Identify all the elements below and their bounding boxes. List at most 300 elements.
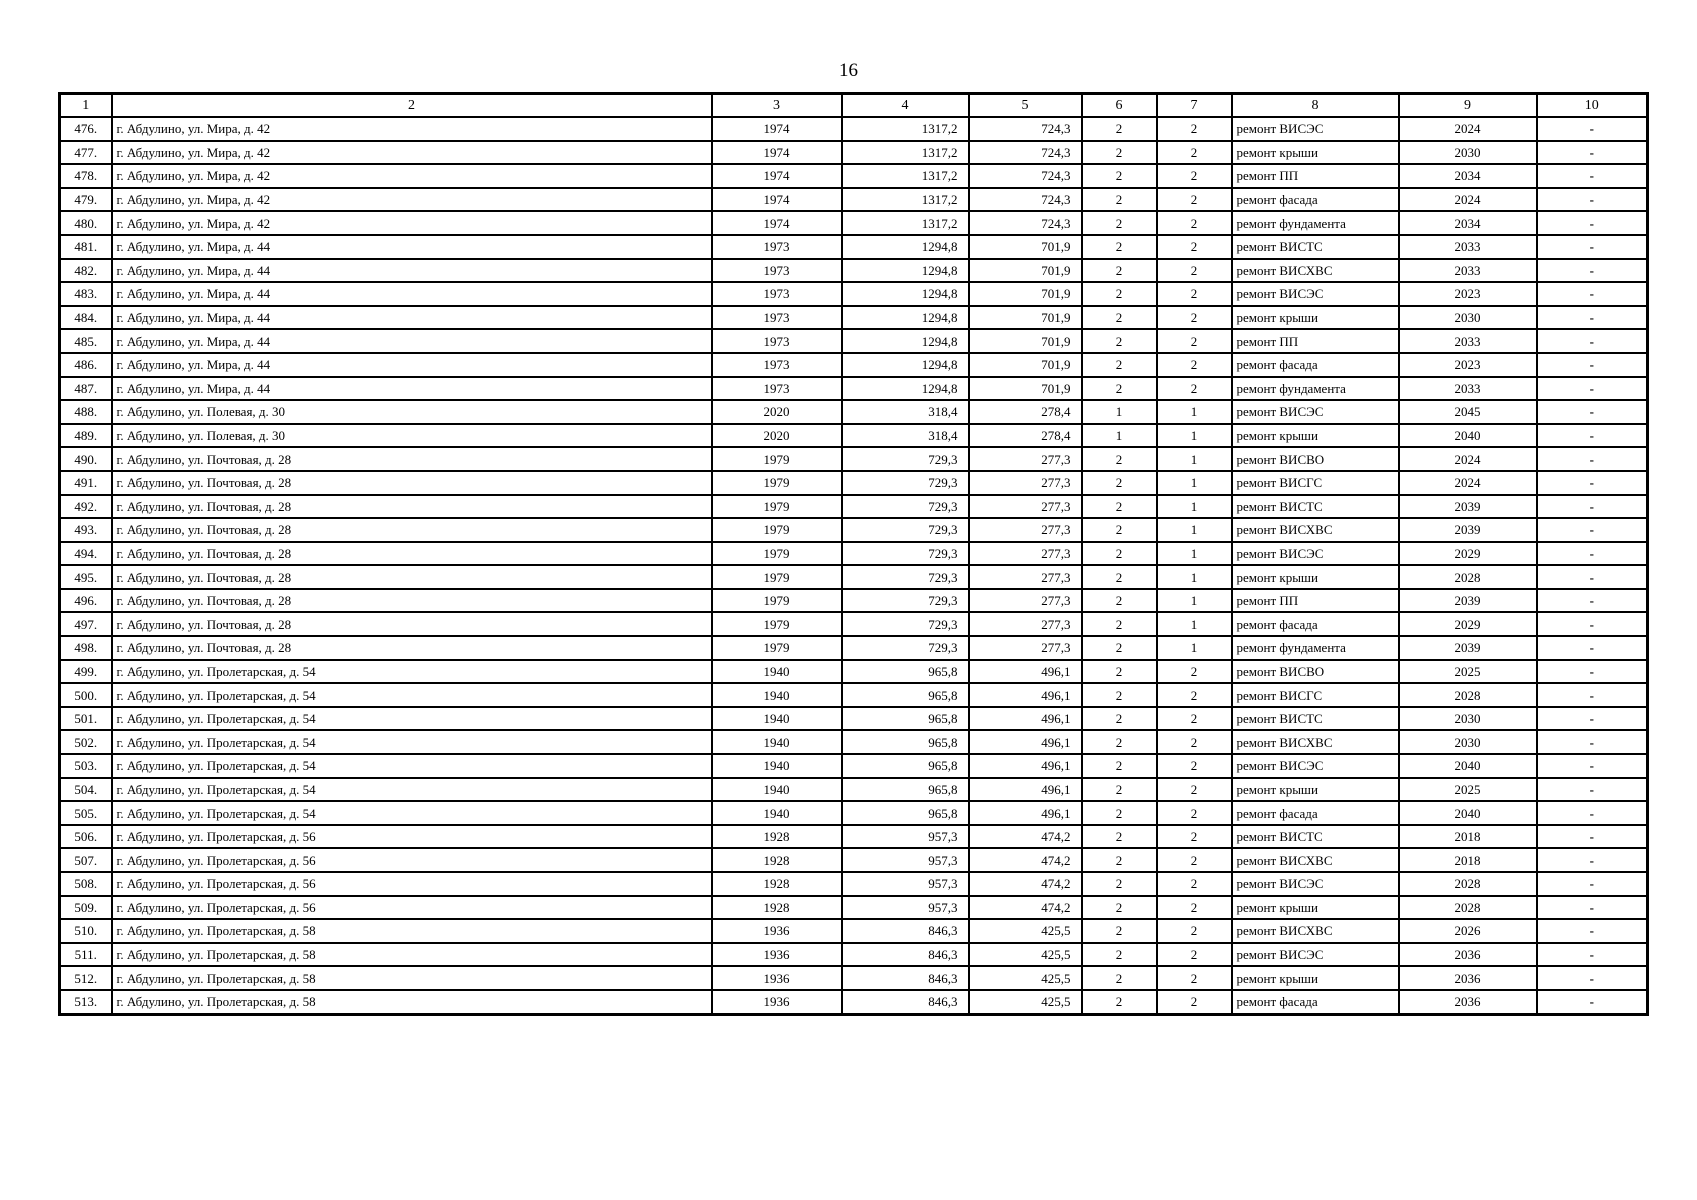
table-row bbox=[60, 542, 1648, 566]
cell-note: - bbox=[1537, 778, 1648, 802]
table-body bbox=[60, 117, 1648, 1014]
cell-address: г. Абдулино, ул. Мира, д. 44 bbox=[112, 329, 712, 353]
cell-year-built: 1936 bbox=[712, 990, 842, 1014]
table-row bbox=[60, 966, 1648, 990]
cell-entrances: 2 bbox=[1157, 660, 1232, 684]
cell-note: - bbox=[1537, 306, 1648, 330]
cell-living-area: 474,2 bbox=[969, 825, 1082, 849]
cell-address: г. Абдулино, ул. Мира, д. 42 bbox=[112, 188, 712, 212]
cell-row-number: 511. bbox=[60, 943, 112, 967]
cell-note: - bbox=[1537, 966, 1648, 990]
cell-entrances: 2 bbox=[1157, 966, 1232, 990]
cell-entrances: 2 bbox=[1157, 683, 1232, 707]
cell-entrances: 2 bbox=[1157, 353, 1232, 377]
cell-year-built: 1940 bbox=[712, 754, 842, 778]
table-row bbox=[60, 683, 1648, 707]
cell-living-area: 277,3 bbox=[969, 447, 1082, 471]
cell-address: г. Абдулино, ул. Пролетарская, д. 58 bbox=[112, 990, 712, 1014]
cell-floors: 2 bbox=[1082, 471, 1157, 495]
cell-entrances: 1 bbox=[1157, 589, 1232, 613]
cell-entrances: 1 bbox=[1157, 542, 1232, 566]
cell-living-area: 474,2 bbox=[969, 848, 1082, 872]
cell-entrances: 2 bbox=[1157, 188, 1232, 212]
cell-row-number: 504. bbox=[60, 778, 112, 802]
cell-living-area: 496,1 bbox=[969, 660, 1082, 684]
cell-entrances: 2 bbox=[1157, 919, 1232, 943]
cell-row-number: 495. bbox=[60, 565, 112, 589]
cell-floors: 2 bbox=[1082, 235, 1157, 259]
cell-row-number: 491. bbox=[60, 471, 112, 495]
cell-work-type: ремонт ВИСВО bbox=[1232, 660, 1399, 684]
cell-year-built: 1973 bbox=[712, 329, 842, 353]
cell-floors: 2 bbox=[1082, 164, 1157, 188]
cell-note: - bbox=[1537, 896, 1648, 920]
cell-year-built: 1936 bbox=[712, 943, 842, 967]
cell-planned-year: 2036 bbox=[1399, 990, 1537, 1014]
cell-work-type: ремонт фундамента bbox=[1232, 211, 1399, 235]
cell-floors: 2 bbox=[1082, 589, 1157, 613]
cell-entrances: 1 bbox=[1157, 612, 1232, 636]
cell-floors: 2 bbox=[1082, 542, 1157, 566]
cell-living-area: 277,3 bbox=[969, 495, 1082, 519]
cell-row-number: 492. bbox=[60, 495, 112, 519]
cell-year-built: 1974 bbox=[712, 164, 842, 188]
cell-entrances: 2 bbox=[1157, 943, 1232, 967]
cell-address: г. Абдулино, ул. Мира, д. 44 bbox=[112, 259, 712, 283]
cell-total-area: 1294,8 bbox=[842, 377, 969, 401]
cell-note: - bbox=[1537, 683, 1648, 707]
cell-work-type: ремонт фасада bbox=[1232, 612, 1399, 636]
cell-floors: 2 bbox=[1082, 872, 1157, 896]
cell-floors: 2 bbox=[1082, 141, 1157, 165]
cell-living-area: 425,5 bbox=[969, 966, 1082, 990]
cell-address: г. Абдулино, ул. Полевая, д. 30 bbox=[112, 424, 712, 448]
cell-row-number: 480. bbox=[60, 211, 112, 235]
table-row bbox=[60, 943, 1648, 967]
cell-planned-year: 2024 bbox=[1399, 471, 1537, 495]
cell-entrances: 1 bbox=[1157, 471, 1232, 495]
cell-year-built: 2020 bbox=[712, 424, 842, 448]
cell-note: - bbox=[1537, 801, 1648, 825]
cell-entrances: 1 bbox=[1157, 495, 1232, 519]
column-header: 7 bbox=[1157, 94, 1232, 118]
cell-work-type: ремонт ПП bbox=[1232, 329, 1399, 353]
cell-planned-year: 2024 bbox=[1399, 447, 1537, 471]
cell-total-area: 318,4 bbox=[842, 400, 969, 424]
cell-address: г. Абдулино, ул. Мира, д. 42 bbox=[112, 164, 712, 188]
cell-year-built: 1974 bbox=[712, 211, 842, 235]
cell-entrances: 2 bbox=[1157, 848, 1232, 872]
cell-year-built: 1928 bbox=[712, 848, 842, 872]
cell-floors: 2 bbox=[1082, 778, 1157, 802]
cell-row-number: 496. bbox=[60, 589, 112, 613]
cell-note: - bbox=[1537, 282, 1648, 306]
cell-total-area: 729,3 bbox=[842, 471, 969, 495]
cell-floors: 2 bbox=[1082, 377, 1157, 401]
cell-floors: 2 bbox=[1082, 495, 1157, 519]
cell-floors: 2 bbox=[1082, 943, 1157, 967]
cell-address: г. Абдулино, ул. Мира, д. 44 bbox=[112, 306, 712, 330]
cell-row-number: 507. bbox=[60, 848, 112, 872]
cell-planned-year: 2045 bbox=[1399, 400, 1537, 424]
cell-floors: 2 bbox=[1082, 896, 1157, 920]
cell-entrances: 2 bbox=[1157, 730, 1232, 754]
cell-total-area: 1294,8 bbox=[842, 353, 969, 377]
cell-planned-year: 2040 bbox=[1399, 801, 1537, 825]
cell-year-built: 1936 bbox=[712, 919, 842, 943]
cell-planned-year: 2023 bbox=[1399, 282, 1537, 306]
cell-address: г. Абдулино, ул. Пролетарская, д. 54 bbox=[112, 707, 712, 731]
page-number: 16 bbox=[839, 60, 858, 81]
table-row bbox=[60, 235, 1648, 259]
table-row bbox=[60, 589, 1648, 613]
cell-entrances: 1 bbox=[1157, 424, 1232, 448]
cell-address: г. Абдулино, ул. Мира, д. 44 bbox=[112, 235, 712, 259]
cell-floors: 2 bbox=[1082, 660, 1157, 684]
cell-row-number: 477. bbox=[60, 141, 112, 165]
cell-living-area: 724,3 bbox=[969, 211, 1082, 235]
cell-total-area: 1317,2 bbox=[842, 117, 969, 141]
cell-planned-year: 2018 bbox=[1399, 848, 1537, 872]
cell-work-type: ремонт фундамента bbox=[1232, 377, 1399, 401]
cell-year-built: 1979 bbox=[712, 518, 842, 542]
cell-floors: 2 bbox=[1082, 754, 1157, 778]
cell-living-area: 496,1 bbox=[969, 778, 1082, 802]
cell-address: г. Абдулино, ул. Почтовая, д. 28 bbox=[112, 612, 712, 636]
cell-note: - bbox=[1537, 919, 1648, 943]
cell-note: - bbox=[1537, 589, 1648, 613]
table-row bbox=[60, 117, 1648, 141]
cell-note: - bbox=[1537, 848, 1648, 872]
cell-work-type: ремонт ВИСЭС bbox=[1232, 754, 1399, 778]
cell-work-type: ремонт ВИСЭС bbox=[1232, 282, 1399, 306]
cell-floors: 2 bbox=[1082, 636, 1157, 660]
cell-year-built: 1940 bbox=[712, 778, 842, 802]
cell-row-number: 485. bbox=[60, 329, 112, 353]
cell-total-area: 1317,2 bbox=[842, 141, 969, 165]
cell-address: г. Абдулино, ул. Пролетарская, д. 56 bbox=[112, 896, 712, 920]
cell-living-area: 701,9 bbox=[969, 306, 1082, 330]
cell-living-area: 474,2 bbox=[969, 872, 1082, 896]
cell-note: - bbox=[1537, 495, 1648, 519]
cell-year-built: 1979 bbox=[712, 542, 842, 566]
cell-total-area: 846,3 bbox=[842, 990, 969, 1014]
cell-total-area: 957,3 bbox=[842, 848, 969, 872]
cell-address: г. Абдулино, ул. Пролетарская, д. 54 bbox=[112, 801, 712, 825]
table-row bbox=[60, 424, 1648, 448]
cell-planned-year: 2028 bbox=[1399, 683, 1537, 707]
cell-row-number: 482. bbox=[60, 259, 112, 283]
cell-entrances: 2 bbox=[1157, 377, 1232, 401]
cell-year-built: 1974 bbox=[712, 141, 842, 165]
cell-total-area: 957,3 bbox=[842, 825, 969, 849]
cell-planned-year: 2036 bbox=[1399, 943, 1537, 967]
cell-entrances: 2 bbox=[1157, 235, 1232, 259]
cell-entrances: 2 bbox=[1157, 259, 1232, 283]
cell-work-type: ремонт ВИСТС bbox=[1232, 825, 1399, 849]
table-row bbox=[60, 730, 1648, 754]
cell-note: - bbox=[1537, 259, 1648, 283]
cell-living-area: 701,9 bbox=[969, 282, 1082, 306]
cell-total-area: 729,3 bbox=[842, 589, 969, 613]
column-header: 8 bbox=[1232, 94, 1399, 118]
cell-year-built: 1940 bbox=[712, 801, 842, 825]
cell-total-area: 965,8 bbox=[842, 660, 969, 684]
cell-year-built: 1940 bbox=[712, 730, 842, 754]
cell-floors: 2 bbox=[1082, 612, 1157, 636]
cell-total-area: 729,3 bbox=[842, 447, 969, 471]
cell-note: - bbox=[1537, 612, 1648, 636]
cell-planned-year: 2040 bbox=[1399, 424, 1537, 448]
cell-work-type: ремонт ВИСХВС bbox=[1232, 259, 1399, 283]
cell-total-area: 1294,8 bbox=[842, 235, 969, 259]
column-header: 3 bbox=[712, 94, 842, 118]
cell-year-built: 1973 bbox=[712, 282, 842, 306]
cell-year-built: 1974 bbox=[712, 117, 842, 141]
cell-floors: 2 bbox=[1082, 919, 1157, 943]
cell-note: - bbox=[1537, 424, 1648, 448]
cell-address: г. Абдулино, ул. Пролетарская, д. 54 bbox=[112, 660, 712, 684]
cell-address: г. Абдулино, ул. Почтовая, д. 28 bbox=[112, 636, 712, 660]
cell-planned-year: 2028 bbox=[1399, 565, 1537, 589]
cell-note: - bbox=[1537, 565, 1648, 589]
cell-note: - bbox=[1537, 211, 1648, 235]
cell-address: г. Абдулино, ул. Почтовая, д. 28 bbox=[112, 518, 712, 542]
table-row bbox=[60, 447, 1648, 471]
table-row bbox=[60, 259, 1648, 283]
cell-work-type: ремонт фасада bbox=[1232, 188, 1399, 212]
cell-total-area: 965,8 bbox=[842, 683, 969, 707]
cell-year-built: 1928 bbox=[712, 825, 842, 849]
cell-year-built: 1973 bbox=[712, 353, 842, 377]
cell-row-number: 512. bbox=[60, 966, 112, 990]
cell-total-area: 1317,2 bbox=[842, 188, 969, 212]
column-header: 4 bbox=[842, 94, 969, 118]
cell-living-area: 701,9 bbox=[969, 329, 1082, 353]
cell-year-built: 1979 bbox=[712, 565, 842, 589]
column-header: 2 bbox=[112, 94, 712, 118]
cell-floors: 2 bbox=[1082, 282, 1157, 306]
cell-total-area: 1294,8 bbox=[842, 329, 969, 353]
cell-work-type: ремонт крыши bbox=[1232, 778, 1399, 802]
cell-entrances: 2 bbox=[1157, 117, 1232, 141]
cell-planned-year: 2033 bbox=[1399, 329, 1537, 353]
cell-floors: 1 bbox=[1082, 424, 1157, 448]
cell-row-number: 501. bbox=[60, 707, 112, 731]
table-row bbox=[60, 754, 1648, 778]
cell-planned-year: 2030 bbox=[1399, 730, 1537, 754]
table-row bbox=[60, 778, 1648, 802]
cell-note: - bbox=[1537, 377, 1648, 401]
cell-floors: 2 bbox=[1082, 825, 1157, 849]
cell-note: - bbox=[1537, 117, 1648, 141]
cell-total-area: 729,3 bbox=[842, 518, 969, 542]
cell-note: - bbox=[1537, 188, 1648, 212]
cell-planned-year: 2029 bbox=[1399, 542, 1537, 566]
cell-entrances: 2 bbox=[1157, 211, 1232, 235]
cell-floors: 2 bbox=[1082, 259, 1157, 283]
table-row bbox=[60, 990, 1648, 1014]
cell-living-area: 277,3 bbox=[969, 589, 1082, 613]
cell-work-type: ремонт ВИСХВС bbox=[1232, 919, 1399, 943]
cell-living-area: 277,3 bbox=[969, 542, 1082, 566]
cell-work-type: ремонт ВИСЭС bbox=[1232, 872, 1399, 896]
cell-planned-year: 2034 bbox=[1399, 164, 1537, 188]
cell-year-built: 1940 bbox=[712, 707, 842, 731]
cell-row-number: 510. bbox=[60, 919, 112, 943]
cell-planned-year: 2039 bbox=[1399, 518, 1537, 542]
cell-address: г. Абдулино, ул. Почтовая, д. 28 bbox=[112, 447, 712, 471]
table-row bbox=[60, 919, 1648, 943]
cell-floors: 2 bbox=[1082, 848, 1157, 872]
cell-total-area: 729,3 bbox=[842, 636, 969, 660]
cell-planned-year: 2033 bbox=[1399, 259, 1537, 283]
table-row bbox=[60, 848, 1648, 872]
cell-entrances: 1 bbox=[1157, 518, 1232, 542]
cell-note: - bbox=[1537, 542, 1648, 566]
cell-address: г. Абдулино, ул. Пролетарская, д. 54 bbox=[112, 778, 712, 802]
cell-row-number: 499. bbox=[60, 660, 112, 684]
cell-planned-year: 2030 bbox=[1399, 707, 1537, 731]
cell-planned-year: 2039 bbox=[1399, 636, 1537, 660]
cell-row-number: 486. bbox=[60, 353, 112, 377]
cell-planned-year: 2039 bbox=[1399, 495, 1537, 519]
cell-address: г. Абдулино, ул. Мира, д. 42 bbox=[112, 117, 712, 141]
cell-entrances: 2 bbox=[1157, 282, 1232, 306]
cell-total-area: 729,3 bbox=[842, 612, 969, 636]
cell-row-number: 508. bbox=[60, 872, 112, 896]
cell-living-area: 277,3 bbox=[969, 636, 1082, 660]
cell-floors: 2 bbox=[1082, 188, 1157, 212]
cell-year-built: 1979 bbox=[712, 447, 842, 471]
cell-address: г. Абдулино, ул. Мира, д. 42 bbox=[112, 141, 712, 165]
cell-entrances: 2 bbox=[1157, 801, 1232, 825]
cell-living-area: 425,5 bbox=[969, 919, 1082, 943]
cell-address: г. Абдулино, ул. Почтовая, д. 28 bbox=[112, 495, 712, 519]
cell-year-built: 1973 bbox=[712, 259, 842, 283]
cell-work-type: ремонт ВИСЭС bbox=[1232, 400, 1399, 424]
cell-planned-year: 2029 bbox=[1399, 612, 1537, 636]
cell-year-built: 1973 bbox=[712, 377, 842, 401]
cell-living-area: 496,1 bbox=[969, 707, 1082, 731]
cell-planned-year: 2028 bbox=[1399, 872, 1537, 896]
cell-address: г. Абдулино, ул. Пролетарская, д. 54 bbox=[112, 754, 712, 778]
cell-note: - bbox=[1537, 164, 1648, 188]
cell-living-area: 724,3 bbox=[969, 117, 1082, 141]
cell-year-built: 1940 bbox=[712, 683, 842, 707]
table-row bbox=[60, 188, 1648, 212]
cell-work-type: ремонт ВИСВО bbox=[1232, 447, 1399, 471]
cell-year-built: 1979 bbox=[712, 636, 842, 660]
cell-living-area: 278,4 bbox=[969, 424, 1082, 448]
cell-living-area: 701,9 bbox=[969, 235, 1082, 259]
cell-work-type: ремонт ВИСЭС bbox=[1232, 117, 1399, 141]
cell-row-number: 487. bbox=[60, 377, 112, 401]
cell-planned-year: 2039 bbox=[1399, 589, 1537, 613]
cell-planned-year: 2018 bbox=[1399, 825, 1537, 849]
cell-planned-year: 2024 bbox=[1399, 188, 1537, 212]
cell-floors: 2 bbox=[1082, 565, 1157, 589]
cell-address: г. Абдулино, ул. Полевая, д. 30 bbox=[112, 400, 712, 424]
cell-work-type: ремонт крыши bbox=[1232, 424, 1399, 448]
cell-planned-year: 2033 bbox=[1399, 377, 1537, 401]
cell-planned-year: 2025 bbox=[1399, 778, 1537, 802]
cell-work-type: ремонт крыши bbox=[1232, 896, 1399, 920]
cell-address: г. Абдулино, ул. Мира, д. 44 bbox=[112, 377, 712, 401]
cell-living-area: 425,5 bbox=[969, 990, 1082, 1014]
cell-year-built: 1973 bbox=[712, 306, 842, 330]
table-row bbox=[60, 353, 1648, 377]
table-row bbox=[60, 801, 1648, 825]
cell-floors: 2 bbox=[1082, 990, 1157, 1014]
cell-work-type: ремонт ВИСТС bbox=[1232, 495, 1399, 519]
cell-row-number: 488. bbox=[60, 400, 112, 424]
cell-note: - bbox=[1537, 754, 1648, 778]
cell-address: г. Абдулино, ул. Пролетарская, д. 54 bbox=[112, 730, 712, 754]
cell-address: г. Абдулино, ул. Мира, д. 42 bbox=[112, 211, 712, 235]
cell-note: - bbox=[1537, 353, 1648, 377]
cell-entrances: 2 bbox=[1157, 164, 1232, 188]
cell-floors: 2 bbox=[1082, 966, 1157, 990]
cell-total-area: 1294,8 bbox=[842, 306, 969, 330]
cell-entrances: 1 bbox=[1157, 400, 1232, 424]
cell-living-area: 701,9 bbox=[969, 377, 1082, 401]
cell-address: г. Абдулино, ул. Пролетарская, д. 56 bbox=[112, 848, 712, 872]
cell-total-area: 729,3 bbox=[842, 565, 969, 589]
cell-total-area: 965,8 bbox=[842, 707, 969, 731]
cell-planned-year: 2040 bbox=[1399, 754, 1537, 778]
cell-entrances: 1 bbox=[1157, 447, 1232, 471]
cell-entrances: 2 bbox=[1157, 990, 1232, 1014]
cell-total-area: 846,3 bbox=[842, 919, 969, 943]
cell-planned-year: 2036 bbox=[1399, 966, 1537, 990]
cell-note: - bbox=[1537, 518, 1648, 542]
cell-planned-year: 2025 bbox=[1399, 660, 1537, 684]
cell-row-number: 490. bbox=[60, 447, 112, 471]
table-row bbox=[60, 329, 1648, 353]
cell-entrances: 2 bbox=[1157, 306, 1232, 330]
cell-note: - bbox=[1537, 471, 1648, 495]
cell-living-area: 724,3 bbox=[969, 188, 1082, 212]
cell-year-built: 2020 bbox=[712, 400, 842, 424]
cell-living-area: 724,3 bbox=[969, 141, 1082, 165]
cell-floors: 2 bbox=[1082, 707, 1157, 731]
cell-year-built: 1940 bbox=[712, 660, 842, 684]
cell-total-area: 1294,8 bbox=[842, 259, 969, 283]
cell-row-number: 484. bbox=[60, 306, 112, 330]
cell-year-built: 1974 bbox=[712, 188, 842, 212]
cell-address: г. Абдулино, ул. Почтовая, д. 28 bbox=[112, 471, 712, 495]
cell-row-number: 493. bbox=[60, 518, 112, 542]
cell-total-area: 965,8 bbox=[842, 778, 969, 802]
cell-note: - bbox=[1537, 707, 1648, 731]
cell-total-area: 729,3 bbox=[842, 495, 969, 519]
cell-work-type: ремонт фасада bbox=[1232, 353, 1399, 377]
cell-living-area: 496,1 bbox=[969, 754, 1082, 778]
cell-work-type: ремонт фасада bbox=[1232, 801, 1399, 825]
cell-total-area: 1317,2 bbox=[842, 164, 969, 188]
column-header: 1 bbox=[60, 94, 112, 118]
table-row bbox=[60, 872, 1648, 896]
cell-work-type: ремонт крыши bbox=[1232, 141, 1399, 165]
table-row bbox=[60, 896, 1648, 920]
cell-planned-year: 2026 bbox=[1399, 919, 1537, 943]
table-row bbox=[60, 707, 1648, 731]
table-row bbox=[60, 282, 1648, 306]
header-row bbox=[60, 94, 1648, 118]
cell-row-number: 503. bbox=[60, 754, 112, 778]
cell-total-area: 1294,8 bbox=[842, 282, 969, 306]
